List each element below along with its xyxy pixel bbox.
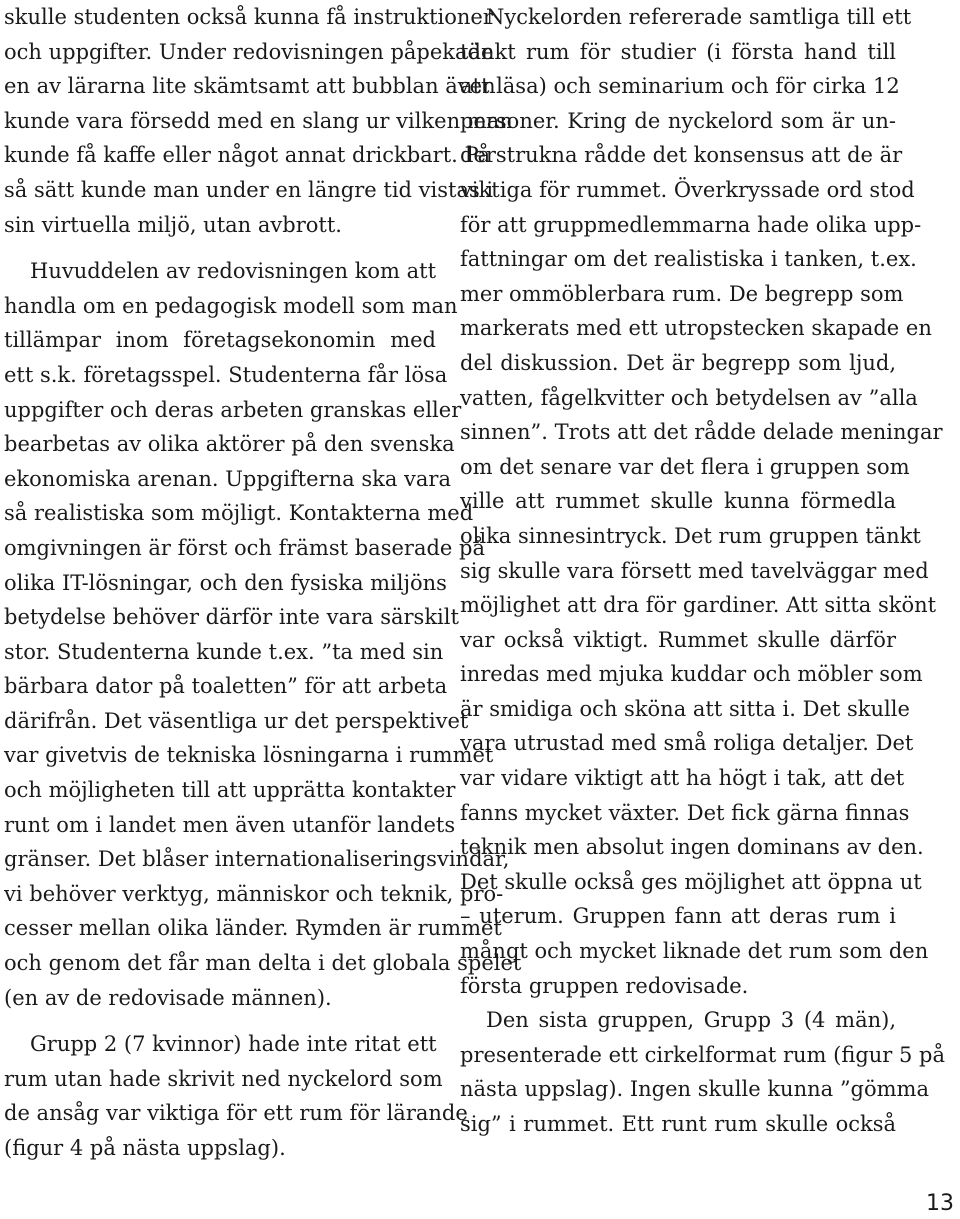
text-line: ekonomiska arenan. Uppgifterna ska vara — [4, 466, 451, 491]
text-line: stor. Studenterna kunde t.ex. ”ta med sin — [4, 639, 444, 664]
text-line: Det skulle också ges möjlighet att öppna ut — [460, 869, 922, 894]
text-line: Grupp 2 (7 kvinnor) hade inte ritat ett — [30, 1032, 437, 1057]
text-line: möjlighet att dra för gardiner. Att sitta skönt — [460, 593, 937, 618]
text-line: om det senare var det flera i gruppen som — [460, 454, 910, 479]
text-line: derstrukna rådde det konsensus att de är — [460, 143, 903, 168]
text-line: ville att rummet skulle kunna förmedla — [460, 489, 896, 514]
text-line: och genom det får man delta i det globala spelet — [4, 951, 522, 976]
text-line: viktiga för rummet. Överkryssade ord stod — [460, 177, 915, 202]
text-line: bärbara dator på toaletten” för att arbeta — [4, 674, 448, 699]
text-line: därifrån. Det väsentliga ur det perspektivet — [4, 708, 469, 733]
text-line: fanns mycket växter. Det fick gärna finnas — [460, 800, 910, 825]
text-line: del diskussion. Det är begrepp som ljud, — [460, 350, 896, 375]
text-line: Nyckelorden refererade samtliga till ett — [486, 5, 912, 29]
text-line: skulle studenten också kunna få instruktioner — [4, 5, 493, 29]
text-line: sinnen”. Trots att det rådde delade meningar — [460, 420, 943, 445]
text-line: så realistiska som möjligt. Kontakterna med — [4, 501, 474, 526]
text-line: vatten, fågelkvitter och betydelsen av ”alla — [460, 385, 918, 410]
text-line: tillämpar inom företagsekonomin med — [4, 328, 436, 353]
text-line: runt om i landet men även utanför landets — [4, 812, 456, 837]
text-line: omgivningen är först och främst baserade på — [4, 535, 485, 560]
text-line: Huvuddelen av redovisningen kom att — [30, 259, 437, 284]
text-line: vi behöver verktyg, människor och teknik, pro- — [4, 881, 504, 906]
text-line: teknik men absolut ingen dominans av den. — [460, 835, 924, 860]
text-line: gränser. Det blåser internationaliseringsvindar, — [4, 847, 510, 872]
text-line: (en av de redovisade männen). — [4, 985, 332, 1010]
text-line: första gruppen redovisade. — [460, 973, 749, 998]
text-line: var vidare viktigt att ha högt i tak, att det — [460, 766, 905, 791]
text-line: olika IT-lösningar, och den fysiska miljöns — [4, 570, 447, 595]
right-text-column — [460, 0, 946, 1142]
text-line: tänkt rum för studier (i första hand till — [460, 39, 896, 64]
text-line: markerats med ett utropstecken skapade en — [460, 316, 932, 341]
text-line: personer. Kring de nyckelord som är un- — [460, 108, 896, 133]
text-line: sig skulle vara försett med tavelväggar med — [460, 558, 929, 583]
left-text-column — [4, 0, 522, 1166]
text-line: uppgifter och deras arbeten granskas eller — [4, 397, 462, 422]
text-line: vara utrustad med små roliga detaljer. Det — [460, 731, 914, 756]
text-line: för att gruppmedlemmarna hade olika upp- — [460, 212, 922, 237]
text-line: (figur 4 på nästa uppslag). — [4, 1136, 286, 1160]
text-line: mer ommöblerbara rum. De begrepp som — [460, 281, 904, 306]
text-line: cesser mellan olika länder. Rymden är rummet — [4, 916, 502, 941]
text-line: Den sista gruppen, Grupp 3 (4 män), — [486, 1008, 896, 1033]
text-line: betydelse behöver därför inte vara särskilt — [4, 605, 459, 630]
text-line: och uppgifter. Under redovisningen påpekade — [4, 39, 494, 64]
text-line: var också viktigt. Rummet skulle därför — [460, 627, 896, 652]
paragraph-gap — [4, 242, 436, 254]
page-number: 13 — [926, 1191, 954, 1216]
text-line: sig” i rummet. Ett runt rum skulle också — [460, 1112, 896, 1136]
text-line: är smidiga och sköna att sitta i. Det skulle — [460, 696, 910, 721]
text-line: så sätt kunde man under en längre tid vistas i — [4, 177, 494, 202]
text-line: kunde få kaffe eller något annat drickbart. På — [4, 143, 491, 168]
text-line: presenterade ett cirkelformat rum (figur 5 på — [460, 1042, 946, 1067]
text-line: – uterum. Gruppen fann att deras rum i — [460, 904, 896, 929]
text-line: kunde vara försedd med en slang ur vilken man — [4, 108, 513, 133]
text-line: var givetvis de tekniska lösningarna i rummet — [4, 743, 494, 768]
text-line: rum utan hade skrivit ned nyckelord som — [4, 1066, 443, 1091]
text-line: och möjligheten till att upprätta kontakter — [4, 778, 456, 803]
text-line: handla om en pedagogisk modell som man — [4, 293, 458, 318]
text-line: ett s.k. företagsspel. Studenterna får lösa — [4, 362, 448, 387]
text-line: nästa uppslag). Ingen skulle kunna ”gömma — [460, 1077, 929, 1102]
text-line: inredas med mjuka kuddar och möbler som — [460, 662, 923, 687]
text-line: en av lärarna lite skämtsamt att bubblan även — [4, 74, 496, 99]
text-line: mångt och mycket liknade det rum som den — [460, 939, 929, 964]
text-line: att läsa) och seminarium och för cirka 12 — [460, 74, 900, 99]
text-line: fattningar om det realistiska i tanken, t.ex. — [460, 247, 917, 272]
text-line: sin virtuella miljö, utan avbrott. — [4, 212, 342, 237]
text-line: bearbetas av olika aktörer på den svenska — [4, 432, 455, 457]
text-line: olika sinnesintryck. Det rum gruppen tänkt — [460, 523, 921, 548]
paragraph-gap — [4, 1015, 436, 1027]
text-line: de ansåg var viktiga för ett rum för lärande — [4, 1101, 468, 1126]
